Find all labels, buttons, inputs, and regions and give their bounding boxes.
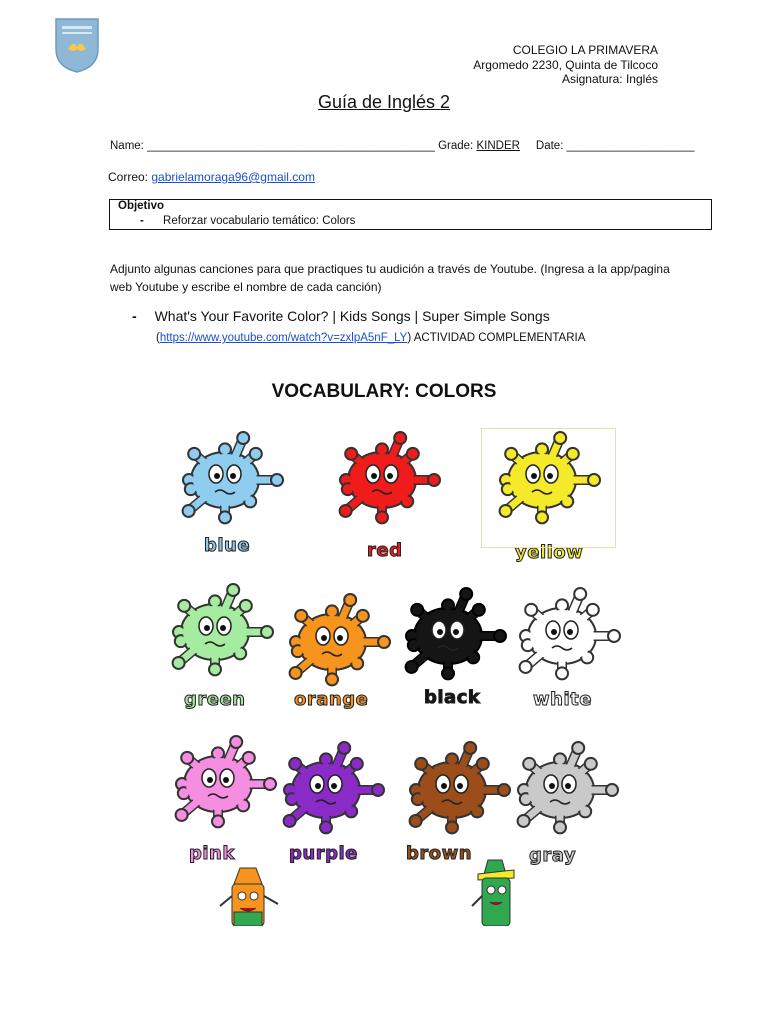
splash-black bbox=[388, 584, 508, 694]
name-label: Name: bbox=[110, 140, 144, 152]
splash-orange bbox=[272, 590, 392, 700]
grade-label: Grade: bbox=[438, 140, 474, 152]
open-paren: ( bbox=[156, 332, 160, 344]
student-info-row bbox=[110, 140, 695, 152]
word-orange: orange bbox=[294, 689, 369, 710]
objective-box bbox=[109, 199, 712, 230]
splash-red bbox=[322, 428, 442, 538]
splash-purple bbox=[266, 738, 386, 848]
email-row bbox=[108, 170, 315, 184]
youtube-link[interactable]: https://www.youtube.com/watch?v=zxlpA5nF_LY bbox=[159, 332, 408, 344]
objective-item bbox=[140, 215, 355, 227]
objective-text: Reforzar vocabulario temático: Colors bbox=[163, 215, 356, 227]
splash-gray bbox=[500, 738, 620, 848]
page-title: Guía de Inglés 2 bbox=[317, 92, 451, 112]
word-gray: gray bbox=[529, 845, 577, 866]
splash-blue bbox=[165, 428, 285, 538]
school-name: COLEGIO LA PRIMAVERA bbox=[512, 43, 658, 57]
grade-value: KINDER bbox=[476, 140, 520, 152]
word-green: green bbox=[184, 689, 246, 710]
date-field[interactable]: ____________________ bbox=[566, 140, 695, 152]
word-blue: blue bbox=[204, 535, 251, 556]
crayon-character-orange bbox=[218, 866, 280, 931]
yellow-frame bbox=[481, 428, 616, 548]
word-purple: purple bbox=[289, 843, 358, 864]
word-brown: brown bbox=[406, 843, 473, 864]
word-yellow: yellow bbox=[515, 542, 584, 563]
school-address: Argomedo 2230, Quinta de Tilcoco bbox=[473, 57, 658, 72]
name-field[interactable]: _____________________________________________ bbox=[147, 140, 435, 152]
song-link-row bbox=[156, 332, 585, 344]
school-info bbox=[473, 43, 658, 87]
song-title: What's Your Favorite Color? | Kids Songs | Super Simple Songs bbox=[154, 308, 550, 324]
email-label: Correo: bbox=[108, 170, 149, 184]
school-crest bbox=[54, 17, 100, 73]
word-white: white bbox=[533, 689, 592, 710]
word-red: red bbox=[367, 540, 403, 561]
word-black: black bbox=[424, 687, 481, 708]
song-bullet: - bbox=[132, 308, 137, 324]
splash-brown bbox=[392, 738, 512, 848]
vocabulary-title: VOCABULARY: COLORS bbox=[271, 381, 497, 402]
splash-white bbox=[502, 584, 622, 694]
email-link[interactable]: gabrielamoraga96@gmail.com bbox=[151, 170, 315, 184]
intro-paragraph: Adjunto algunas canciones para que practiques tu audición a través de Youtube. (Ingresa a la app/pagina web Youtube y escribe el nombre de cada canción) bbox=[110, 262, 670, 294]
splash-green bbox=[155, 580, 275, 690]
crayon-character-green bbox=[470, 858, 522, 931]
song-item bbox=[132, 308, 550, 324]
word-pink: pink bbox=[189, 843, 235, 864]
subject: Asignatura: Inglés bbox=[561, 72, 658, 86]
splash-yellow bbox=[482, 428, 602, 538]
objective-bullet: - bbox=[140, 215, 144, 227]
date-label: Date: bbox=[535, 140, 564, 152]
splash-pink bbox=[158, 732, 278, 842]
objective-label: Objetivo bbox=[118, 200, 165, 212]
song-suffix: ) ACTIVIDAD COMPLEMENTARIA bbox=[407, 332, 586, 344]
